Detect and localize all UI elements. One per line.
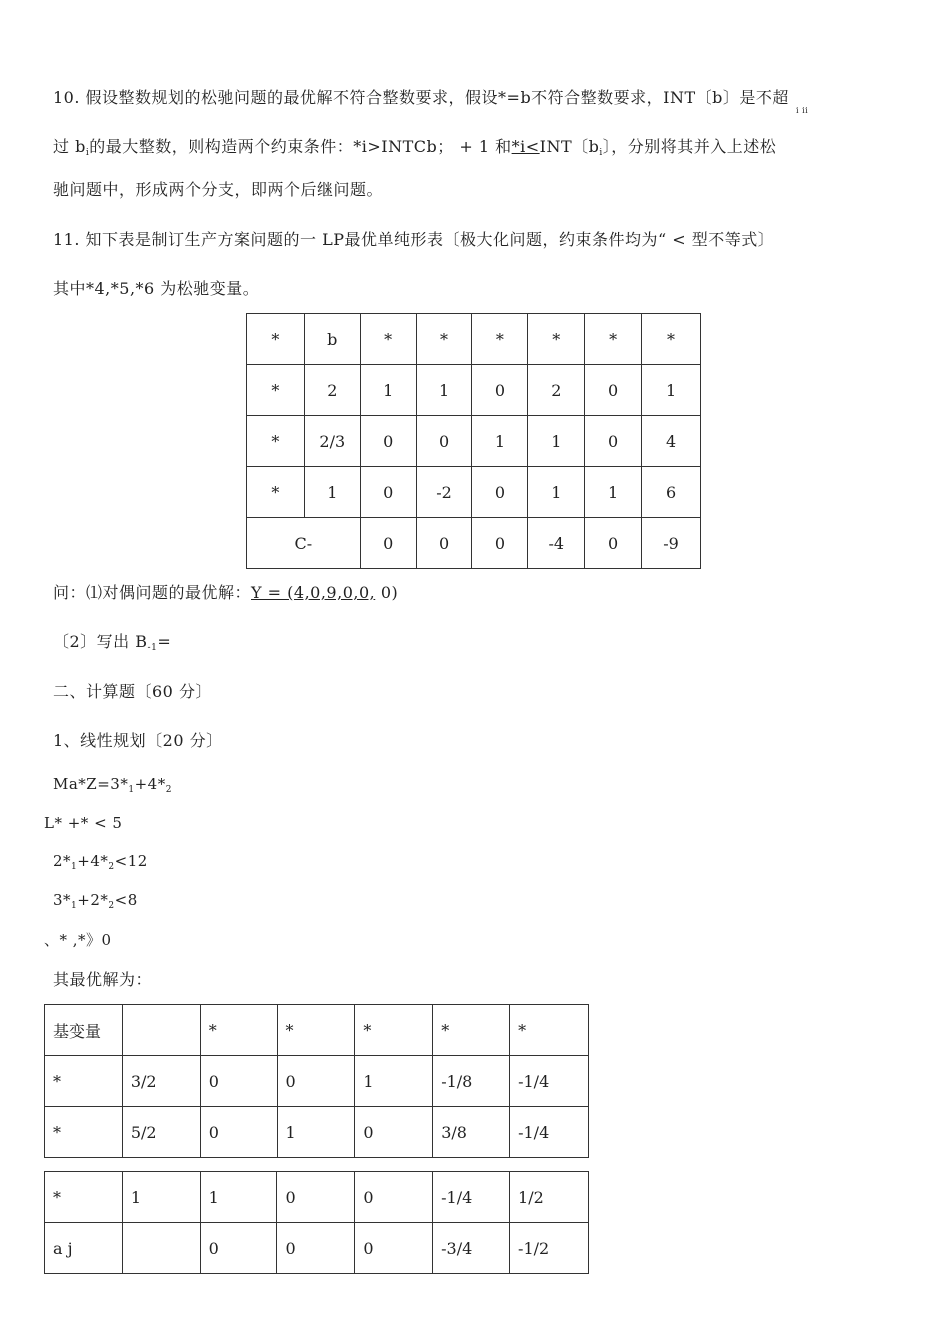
table-cell: -2 (416, 467, 472, 518)
ask1-answer: Y = (4,0,9,0,0, (251, 583, 376, 602)
table-cell: 1 (200, 1172, 277, 1223)
table-cell: 2/3 (304, 416, 360, 467)
table-row (247, 416, 701, 467)
q10-line2-c: INT〔b (539, 137, 600, 156)
table-row (45, 1056, 589, 1107)
table-cell: * (277, 1005, 355, 1056)
table-cell: 0 (355, 1223, 433, 1274)
constraint-3 (53, 891, 138, 911)
table-cell: 2 (304, 365, 360, 416)
obj-part: +4* (134, 775, 166, 793)
table-cell: 0 (585, 518, 642, 569)
table-cell: 1 (355, 1056, 433, 1107)
table-cell: 0 (277, 1056, 355, 1107)
table-cell: -1/4 (510, 1107, 589, 1158)
table-header-row (45, 1005, 589, 1056)
table-cell: * (247, 314, 305, 365)
table-cell: 1 (472, 416, 528, 467)
table-cell: -4 (528, 518, 585, 569)
table-cell: 1/2 (510, 1172, 589, 1223)
table-row-cj (247, 518, 701, 569)
table-cell: 3/8 (433, 1107, 510, 1158)
table-cell: * (247, 365, 305, 416)
c2-sub: 2 (108, 862, 115, 872)
q10-line3: 驰问题中，形成两个分支，即两个后继问题。 (53, 180, 384, 199)
table-cell: * (642, 314, 701, 365)
q10-line2-sub: i (85, 148, 90, 158)
table-cell: 0 (360, 467, 416, 518)
ask1-tail: 0) (375, 583, 399, 602)
table-cell: b (304, 314, 360, 365)
table-cell: * (45, 1056, 123, 1107)
table-cell: 0 (360, 518, 416, 569)
table-cell: 1 (360, 365, 416, 416)
q11-ask2 (53, 629, 171, 653)
table-header-row (247, 314, 701, 365)
ask2-b: = (157, 632, 172, 651)
table-cell: -9 (642, 518, 701, 569)
table-cell: -1/4 (433, 1172, 510, 1223)
table-cell: 5/2 (122, 1107, 200, 1158)
table-cell-cj-label: C- (247, 518, 361, 569)
section2-q1-title: 1、线性规划〔20 分〕 (53, 731, 223, 750)
table-cell: * (585, 314, 642, 365)
constraint-2 (53, 852, 148, 872)
table-cell: 0 (200, 1107, 277, 1158)
ask2-a: 〔2〕写出 B (53, 632, 148, 651)
table-cell: 4 (642, 416, 701, 467)
q10-line2-sub2: i (599, 148, 603, 158)
table-cell: * (45, 1172, 123, 1223)
table-cell: 0 (355, 1107, 433, 1158)
table-cell: 0 (277, 1223, 355, 1274)
table-cell: 1 (642, 365, 701, 416)
q10-line2 (53, 134, 776, 158)
table-cell: * (200, 1005, 277, 1056)
simplex-table (246, 313, 701, 569)
table-cell: 1 (528, 467, 585, 518)
q11-line2: 其中*4,*5,*6 为松驰变量。 (53, 279, 260, 298)
c3-part: <8 (114, 891, 138, 909)
table-row (247, 365, 701, 416)
table-cell: 0 (277, 1172, 355, 1223)
table-cell: 0 (416, 416, 472, 467)
section2-title: 二、计算题〔60 分〕 (53, 682, 212, 701)
table-cell: 0 (585, 365, 642, 416)
c2-part: +4* (77, 852, 109, 870)
c3-sub: 2 (108, 901, 115, 911)
q10-line2-d: 〕，分别将其并入上述松 (602, 137, 777, 156)
table-cell (122, 1223, 200, 1274)
table-cell: 0 (472, 518, 528, 569)
constraint-nonneg: 、* ,*》0 (44, 931, 112, 949)
table-cell: 0 (416, 518, 472, 569)
optimal-table-top (44, 1004, 589, 1158)
table-cell: * (528, 314, 585, 365)
table-cell: 0 (200, 1056, 277, 1107)
c3-part: +2* (77, 891, 109, 909)
q10-line2-underlined: *i< (511, 137, 540, 156)
table-cell: -1/2 (510, 1223, 589, 1274)
c2-part: <12 (114, 852, 148, 870)
table-cell: 1 (416, 365, 472, 416)
table-cell: 基变量 (45, 1005, 123, 1056)
table-row (45, 1172, 589, 1223)
table-cell (122, 1005, 200, 1056)
c2-part: 2* (53, 852, 72, 870)
obj-part: Ma*Z=3* (53, 775, 129, 793)
table-cell: * (360, 314, 416, 365)
table-row (247, 467, 701, 518)
q11-line1: 11. 知下表是制订生产方案问题的一 LP最优单纯形表〔极大化问题，约束条件均为“ < 型不等式〕 (53, 230, 775, 249)
optimal-label: 其最优解为： (53, 970, 153, 989)
q11-ask1 (53, 580, 398, 603)
table-cell: a j (45, 1223, 123, 1274)
ask1-label: 问：⑴对偶问题的最优解： (53, 583, 252, 602)
table-cell: * (45, 1107, 123, 1158)
table-cell: 0 (585, 416, 642, 467)
table-cell: 1 (304, 467, 360, 518)
obj-sub: 1 (128, 785, 135, 795)
table-cell: 2 (528, 365, 585, 416)
table-cell: 1 (585, 467, 642, 518)
table-cell: 1 (122, 1172, 200, 1223)
table-cell: 0 (472, 467, 528, 518)
table-cell: 0 (360, 416, 416, 467)
table-cell: * (472, 314, 528, 365)
ask2-sub: -1 (147, 643, 158, 653)
table-cell: * (247, 416, 305, 467)
table-cell: * (510, 1005, 589, 1056)
table-cell: 6 (642, 467, 701, 518)
table-cell: * (433, 1005, 510, 1056)
table-cell: 0 (200, 1223, 277, 1274)
table-cell: 0 (472, 365, 528, 416)
table-cell: * (355, 1005, 433, 1056)
obj-sub: 2 (165, 785, 172, 795)
table-cell: -3/4 (433, 1223, 510, 1274)
objective-function (53, 775, 172, 795)
table-row (45, 1223, 589, 1274)
table-cell: * (247, 467, 305, 518)
optimal-table-bottom (44, 1171, 589, 1274)
q10-line2-a: 过 b (53, 137, 86, 156)
table-cell: 0 (355, 1172, 433, 1223)
constraint-1: L* +* < 5 (44, 814, 123, 832)
table-cell: 1 (277, 1107, 355, 1158)
c3-sub: 1 (71, 901, 78, 911)
table-cell: 1 (528, 416, 585, 467)
q10-line1: 10. 假设整数规划的松驰问题的最优解不符合整数要求，假设*=b不符合整数要求，INT〔b〕是不超 (53, 88, 789, 107)
table-cell: * (416, 314, 472, 365)
table-cell: -1/8 (433, 1056, 510, 1107)
c2-sub: 1 (71, 862, 78, 872)
q10-tiny-marks: i ii (796, 106, 809, 115)
q10-line2-b: 的最大整数，则构造两个约束条件：*i>INTCb； + 1 和 (89, 137, 512, 156)
table-cell: -1/4 (510, 1056, 589, 1107)
c3-part: 3* (53, 891, 72, 909)
table-cell: 3/2 (122, 1056, 200, 1107)
table-row (45, 1107, 589, 1158)
